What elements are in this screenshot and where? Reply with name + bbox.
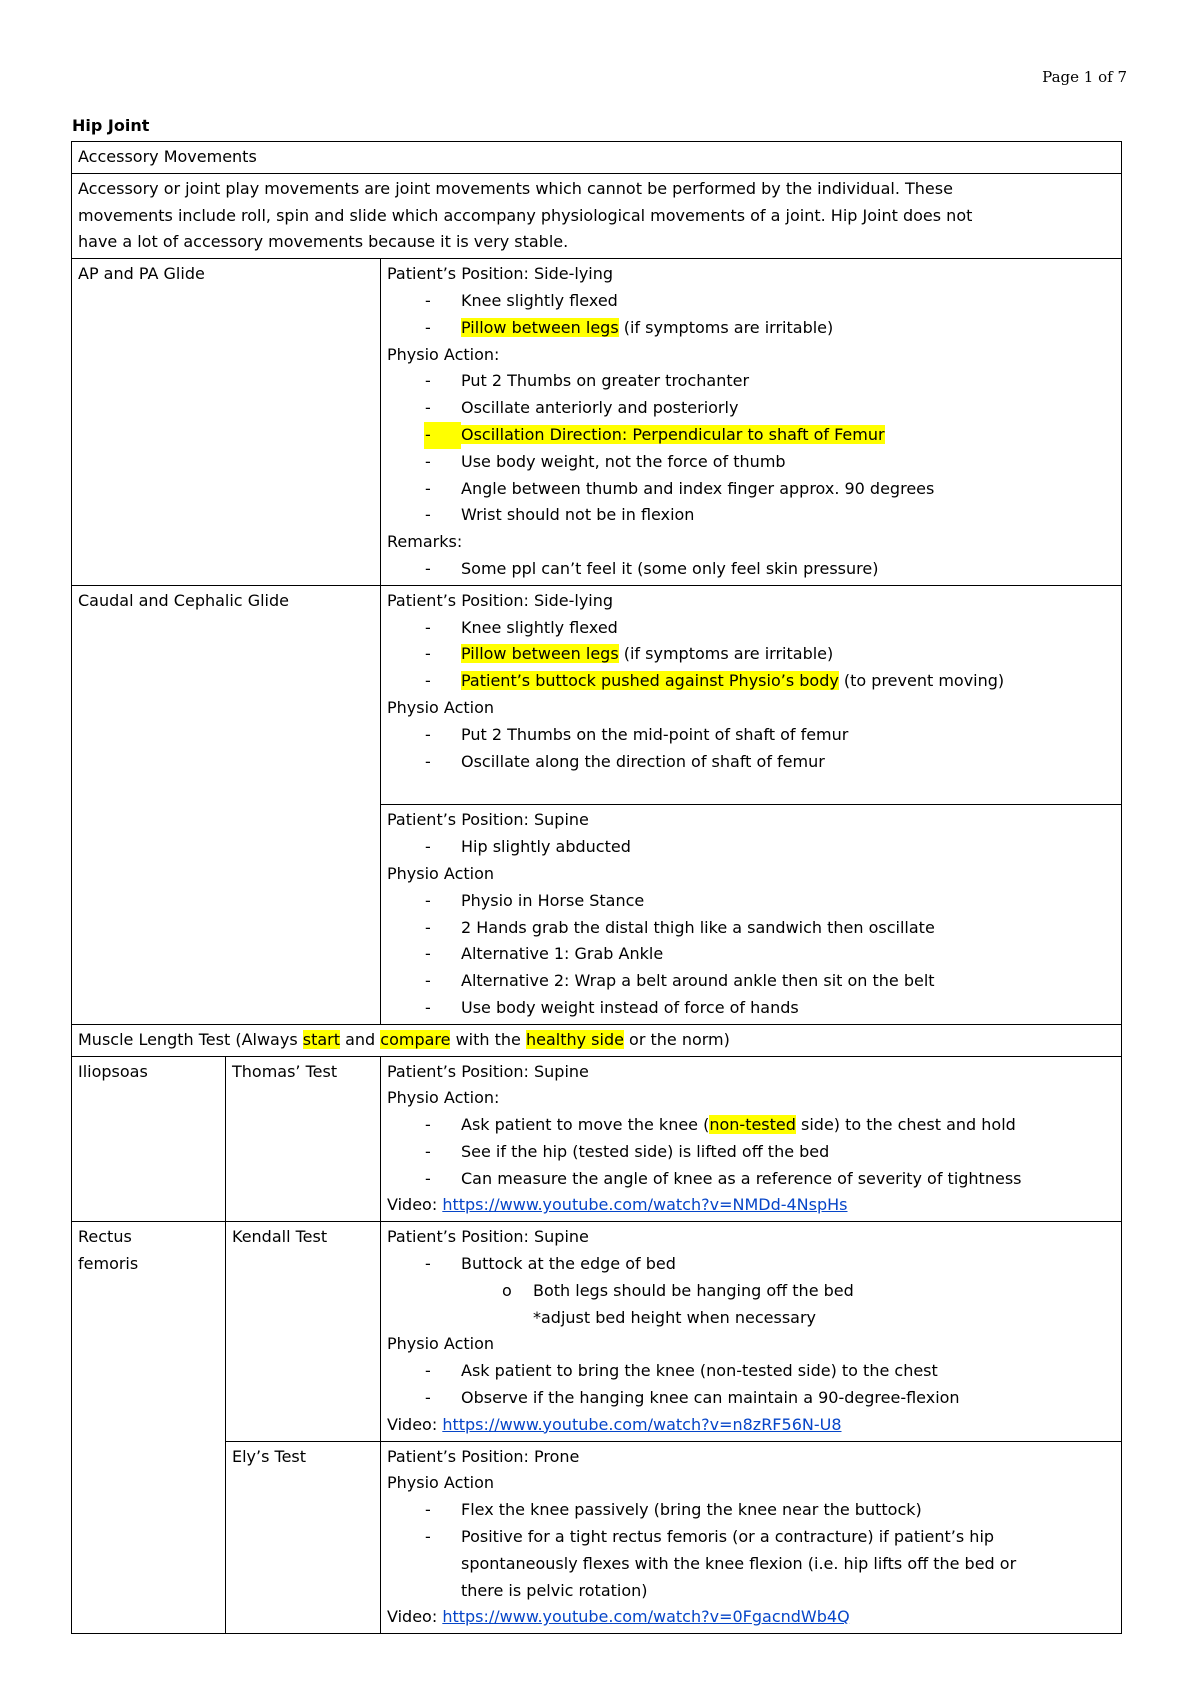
muscle-length-heading: Muscle Length Test (Always start and compare with the healthy side or the norm) bbox=[72, 1024, 1122, 1056]
intro-line: Accessory or joint play movements are joint movements which cannot be performed by the individual. These bbox=[78, 178, 953, 198]
video-link[interactable]: https://www.youtube.com/watch?v=NMDd-4NspHs bbox=[442, 1195, 848, 1215]
accessory-intro bbox=[72, 173, 1122, 258]
rectus-femoris-row bbox=[72, 1222, 1122, 1441]
intro-line: have a lot of accessory movements because it is very stable. bbox=[78, 232, 569, 252]
caudal-glide-row bbox=[72, 585, 1122, 805]
muscle-name: Rectus femoris bbox=[72, 1222, 226, 1634]
kendall-test-details bbox=[381, 1222, 1122, 1441]
list-item: - Oscillation Direction: Perpendicular to shaft of Femur bbox=[387, 422, 1114, 449]
muscle-name: Iliopsoas bbox=[72, 1056, 226, 1222]
test-name: Thomas’ Test bbox=[226, 1056, 381, 1222]
list-item: - Can measure the angle of knee as a reference of severity of tightness bbox=[425, 1168, 1022, 1188]
list-item: - Patient’s buttock pushed against Physio’s body (to prevent moving) bbox=[425, 671, 1005, 691]
list-item: - See if the hip (tested side) is lifted off the bed bbox=[425, 1141, 830, 1161]
list-item: - Alternative 2: Wrap a belt around ankle then sit on the belt bbox=[425, 971, 935, 991]
list-item: - 2 Hands grab the distal thigh like a sandwich then oscillate bbox=[425, 917, 935, 937]
iliopsoas-row bbox=[72, 1056, 1122, 1222]
highlight: start bbox=[302, 1029, 340, 1049]
patient-position: Patient’s Position: Supine bbox=[387, 1227, 589, 1247]
highlight: Pillow between legs bbox=[461, 644, 619, 664]
caudal-glide-supine bbox=[381, 805, 1122, 1024]
test-name: Ely’s Test bbox=[226, 1441, 381, 1634]
thomas-test-details bbox=[381, 1056, 1122, 1222]
list-item: - Put 2 Thumbs on greater trochanter bbox=[425, 371, 750, 391]
list-item: - Oscillate along the direction of shaft of femur bbox=[425, 751, 825, 771]
list-item: - Positive for a tight rectus femoris (or a contracture) if patient’s hip bbox=[425, 1527, 995, 1547]
ap-pa-glide-row bbox=[72, 259, 1122, 586]
highlight: Patient’s buttock pushed against Physio’s body bbox=[461, 671, 839, 691]
list-item: - Angle between thumb and index finger approx. 90 degrees bbox=[425, 478, 935, 498]
video-link[interactable]: https://www.youtube.com/watch?v=n8zRF56N-U8 bbox=[442, 1414, 842, 1434]
list-item: - Buttock at the edge of bed bbox=[425, 1254, 676, 1274]
list-item: - Ask patient to bring the knee (non-tested side) to the chest bbox=[425, 1361, 938, 1381]
list-item: - Use body weight, not the force of thumb bbox=[425, 451, 786, 471]
list-item: - Some ppl can’t feel it (some only feel skin pressure) bbox=[425, 558, 879, 578]
remarks-label: Remarks: bbox=[387, 532, 463, 552]
intro-line: movements include roll, spin and slide which accompany physiological movements of a joint. Hip Joint does not bbox=[78, 205, 973, 225]
physio-action: Physio Action bbox=[387, 1334, 495, 1354]
ely-test-details bbox=[381, 1441, 1122, 1634]
highlight: compare bbox=[380, 1029, 451, 1049]
list-item: - Flex the knee passively (bring the knee near the buttock) bbox=[425, 1500, 922, 1520]
accessory-intro-row bbox=[72, 173, 1122, 258]
list-item: - Pillow between legs (if symptoms are irritable) bbox=[425, 644, 834, 664]
list-item-continuation: spontaneously flexes with the knee flexion (i.e. hip lifts off the bed or bbox=[461, 1553, 1017, 1573]
physio-action: Physio Action bbox=[387, 697, 495, 717]
patient-position: Patient’s Position: Supine bbox=[387, 810, 589, 830]
video-line: Video: https://www.youtube.com/watch?v=0FgacndWb4Q bbox=[387, 1607, 850, 1627]
patient-position: Patient’s Position: Supine bbox=[387, 1061, 589, 1081]
hip-joint-table bbox=[71, 141, 1122, 1634]
accessory-heading: Accessory Movements bbox=[72, 142, 1122, 174]
ely-test-row bbox=[72, 1441, 1122, 1634]
caudal-glide-sidelying bbox=[381, 585, 1122, 805]
list-item: - Ask patient to move the knee (non-tested side) to the chest and hold bbox=[425, 1115, 1016, 1135]
spacer bbox=[387, 775, 1114, 802]
sub-list-note: *adjust bed height when necessary bbox=[533, 1307, 817, 1327]
document-title: Hip Joint bbox=[72, 116, 150, 135]
video-line: Video: https://www.youtube.com/watch?v=n8zRF56N-U8 bbox=[387, 1414, 842, 1434]
list-item: - Wrist should not be in flexion bbox=[425, 505, 695, 525]
caudal-glide-label: Caudal and Cephalic Glide bbox=[72, 585, 381, 1024]
list-item: - Use body weight instead of force of hands bbox=[425, 997, 799, 1017]
patient-position: Patient’s Position: Side-lying bbox=[387, 590, 614, 610]
highlight: healthy side bbox=[525, 1029, 624, 1049]
muscle-heading-row bbox=[72, 1024, 1122, 1056]
sub-list-item: o Both legs should be hanging off the bed bbox=[502, 1280, 854, 1300]
video-line: Video: https://www.youtube.com/watch?v=NMDd-4NspHs bbox=[387, 1195, 848, 1215]
physio-action: Physio Action bbox=[387, 863, 495, 883]
physio-action: Physio Action: bbox=[387, 344, 500, 364]
list-item: - Knee slightly flexed bbox=[425, 290, 618, 310]
ap-pa-glide-details bbox=[381, 259, 1122, 586]
list-item-continuation: there is pelvic rotation) bbox=[461, 1580, 648, 1600]
list-item: - Knee slightly flexed bbox=[425, 617, 618, 637]
list-item: - Put 2 Thumbs on the mid-point of shaft of femur bbox=[425, 724, 849, 744]
highlight: non-tested bbox=[709, 1115, 796, 1135]
list-item: - Hip slightly abducted bbox=[425, 837, 631, 857]
list-item: - Oscillate anteriorly and posteriorly bbox=[425, 398, 739, 418]
highlight: Pillow between legs bbox=[461, 317, 619, 337]
patient-position: Patient’s Position: Side-lying bbox=[387, 264, 614, 284]
accessory-heading-row bbox=[72, 142, 1122, 174]
list-item: - Pillow between legs (if symptoms are irritable) bbox=[425, 317, 834, 337]
highlight: Oscillation Direction: Perpendicular to shaft of Femur bbox=[461, 424, 885, 444]
physio-action: Physio Action: bbox=[387, 1088, 500, 1108]
list-item: - Alternative 1: Grab Ankle bbox=[425, 944, 664, 964]
list-item: - Observe if the hanging knee can maintain a 90-degree-flexion bbox=[425, 1388, 960, 1408]
list-item: - Physio in Horse Stance bbox=[425, 890, 645, 910]
physio-action: Physio Action bbox=[387, 1473, 495, 1493]
test-name: Kendall Test bbox=[226, 1222, 381, 1441]
video-link[interactable]: https://www.youtube.com/watch?v=0FgacndWb4Q bbox=[442, 1607, 850, 1627]
patient-position: Patient’s Position: Prone bbox=[387, 1446, 580, 1466]
ap-pa-glide-label: AP and PA Glide bbox=[72, 259, 381, 586]
page-number: Page 1 of 7 bbox=[1042, 68, 1127, 86]
